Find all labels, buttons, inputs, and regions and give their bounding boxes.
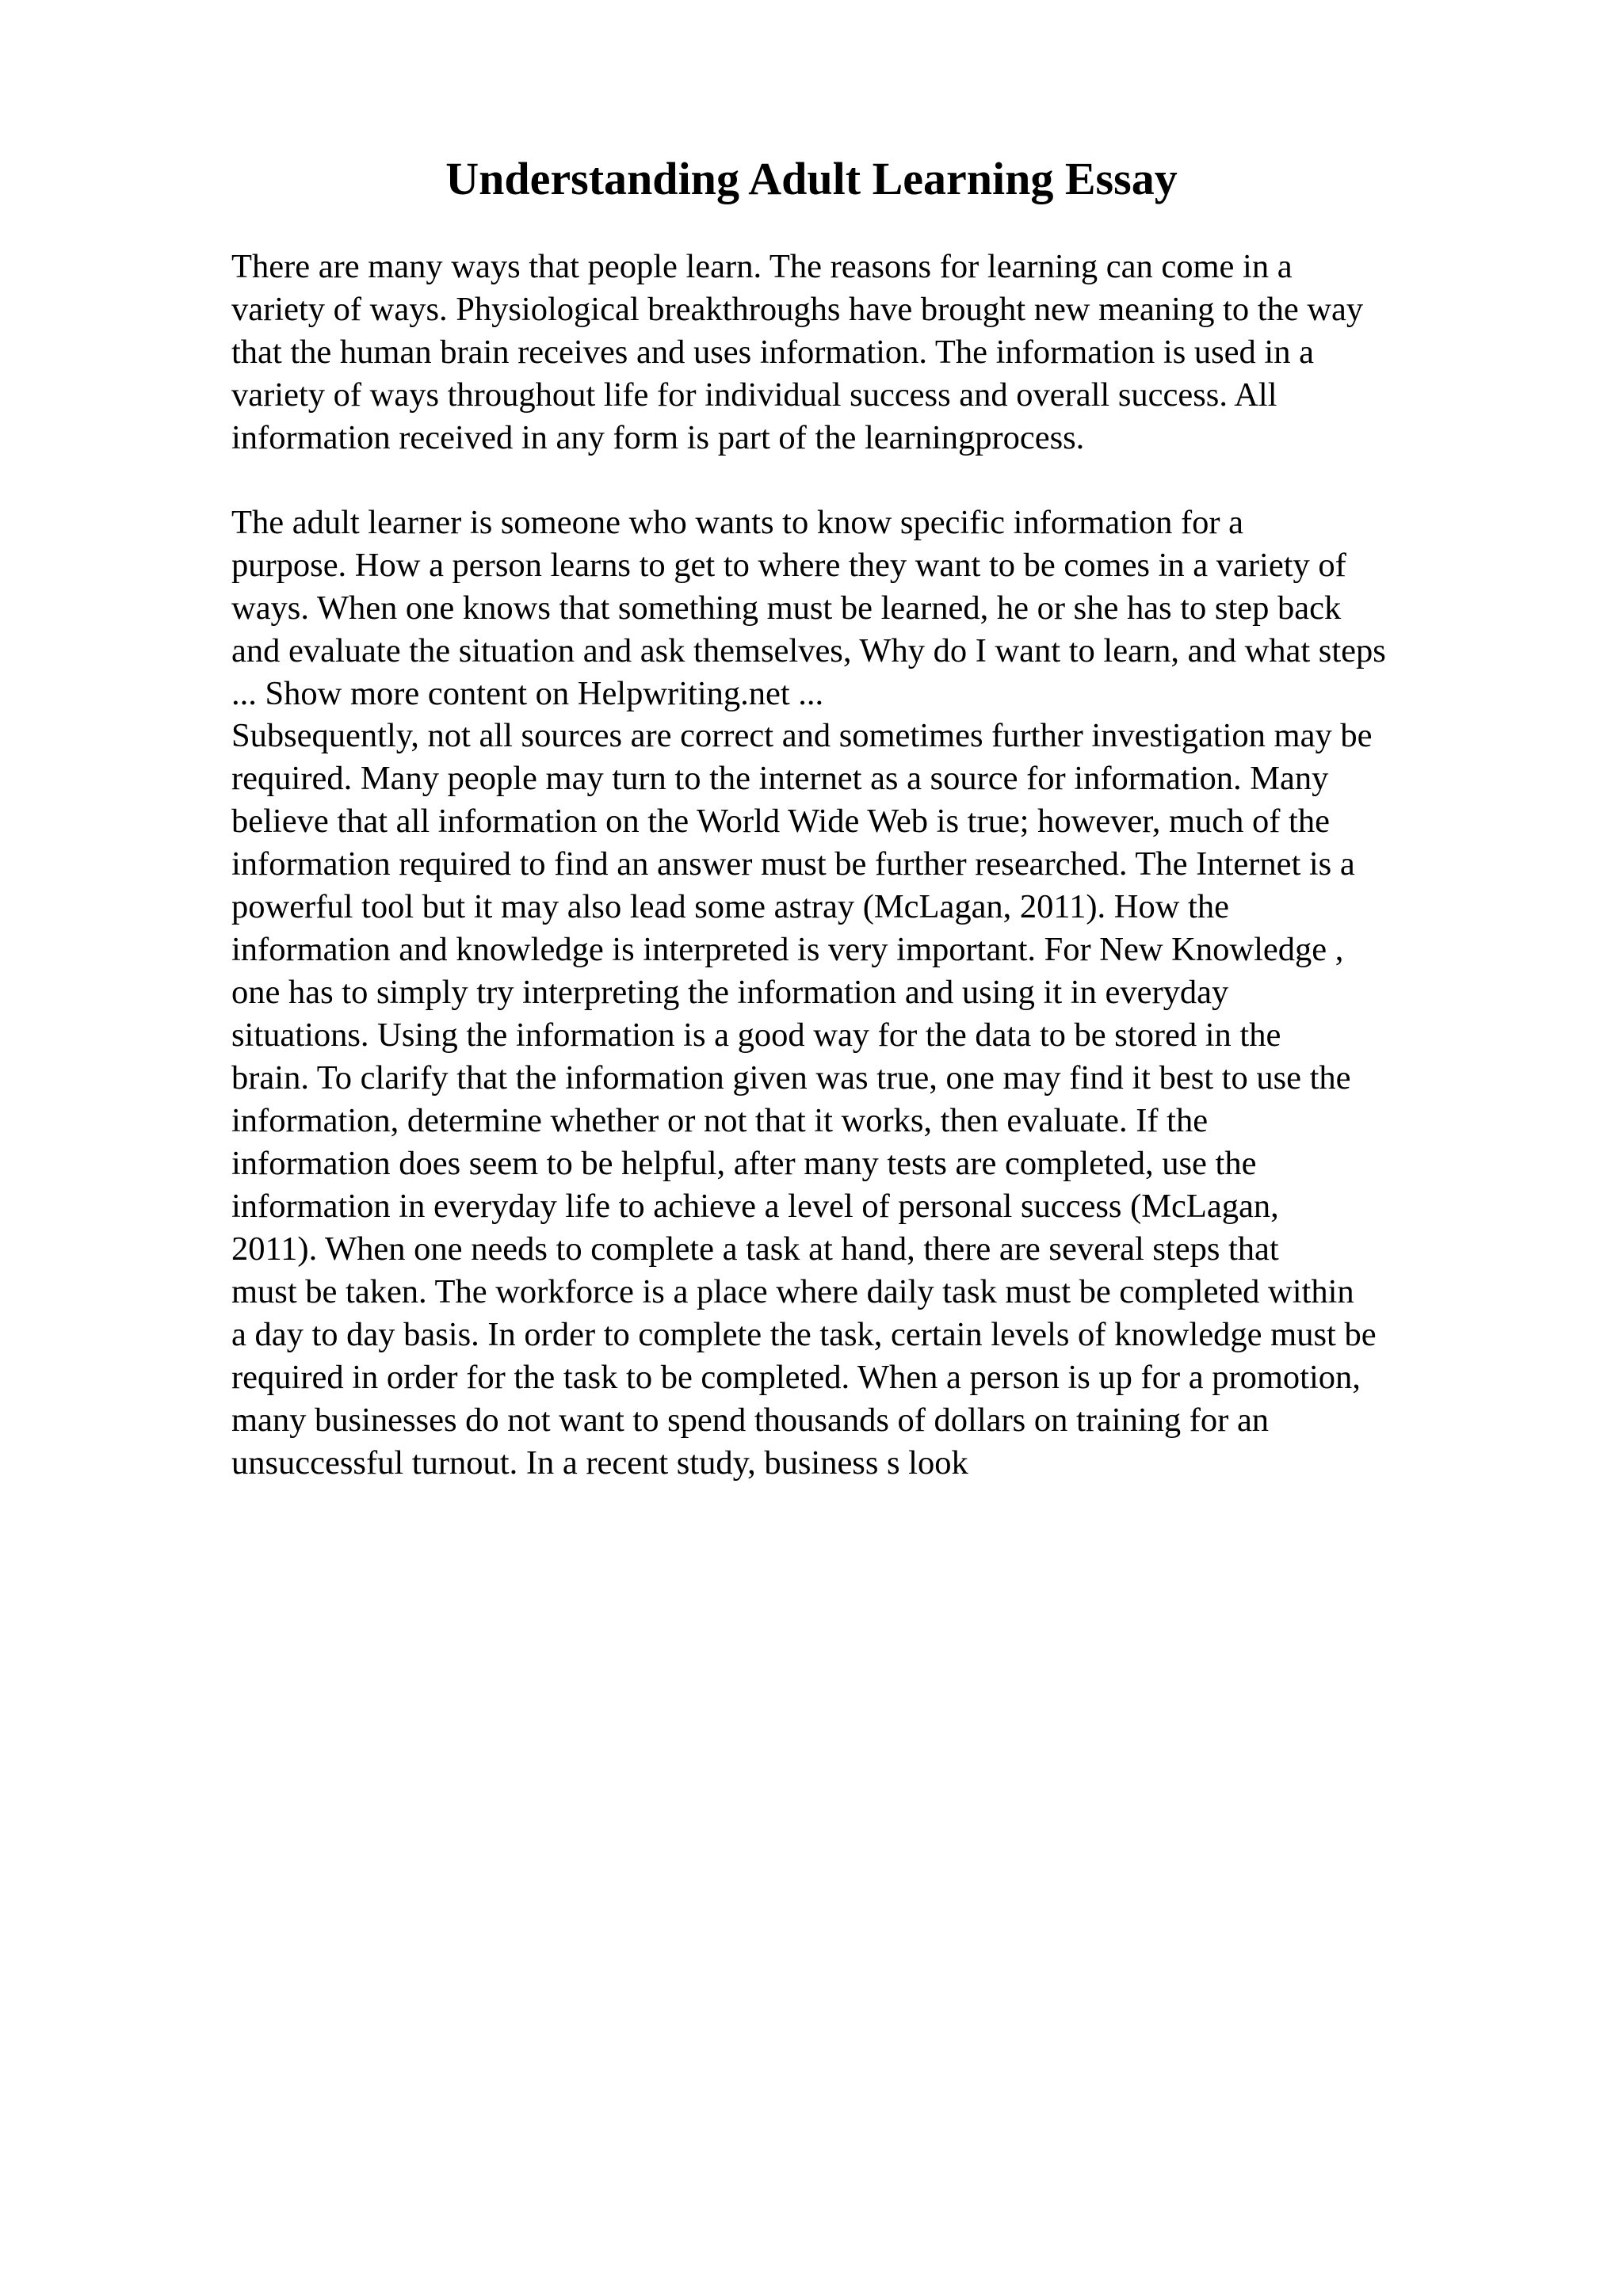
paragraph-3 [231,715,1547,1485]
paragraph-line: and evaluate the situation and ask themselves, Why do I want to learn, and what steps [231,632,1386,669]
paragraph-line: 2011). When one needs to complete a task at hand, there are several steps that [231,1230,1279,1268]
paragraph-line: that the human brain receives and uses information. The information is used in a [231,334,1314,371]
paragraph-line: must be taken. The workforce is a place where daily task must be completed within [231,1273,1354,1310]
paragraph-line: required in order for the task to be completed. When a person is up for a promotion, [231,1359,1361,1396]
paragraph-line: many businesses do not want to spend thousands of dollars on training for an [231,1402,1270,1439]
paragraph-line: information and knowledge is interpreted is very important. For New Knowledge , [231,931,1344,968]
paragraph-line: situations. Using the information is a good way for the data to be stored in the [231,1016,1281,1054]
paragraph-line: a day to day basis. In order to complete the task, certain levels of knowledge must be [231,1316,1377,1353]
paragraph-line: information received in any form is part of the learningprocess. [231,419,1085,456]
paragraph-line: required. Many people may turn to the internet as a source for information. Many [231,760,1329,797]
document-title: Understanding Adult Learning Essay [445,153,1178,204]
paragraph-line: unsuccessful turnout. In a recent study, business s look [231,1444,968,1482]
paragraph-line: purpose. How a person learns to get to where they want to be comes in a variety of [231,547,1346,584]
paragraph-line: There are many ways that people learn. The reasons for learning can come in a [231,248,1293,285]
show-more-content-line: ... Show more content on Helpwriting.net ... [231,675,824,712]
paragraph-line: variety of ways. Physiological breakthroughs have brought new meaning to the way [231,291,1364,328]
paragraph-line: information does seem to be helpful, after many tests are completed, use the [231,1145,1257,1182]
paragraph-line: information in everyday life to achieve a level of personal success (McLagan, [231,1188,1279,1225]
paragraph-line: information required to find an answer must be further researched. The Internet is a [231,845,1355,883]
paragraph-line: powerful tool but it may also lead some astray (McLagan, 2011). How the [231,888,1229,925]
paragraph-line: information, determine whether or not that it works, then evaluate. If the [231,1102,1209,1139]
paragraph-line: variety of ways throughout life for individual success and overall success. All [231,376,1277,414]
paragraph-2 [231,502,1547,715]
paragraph-line: Subsequently, not all sources are correct and sometimes further investigation may be [231,717,1373,754]
paragraph-line: The adult learner is someone who wants to know specific information for a [231,504,1243,541]
paragraph-line: ways. When one knows that something must be learned, he or she has to step back [231,589,1342,627]
paragraph-line: one has to simply try interpreting the information and using it in everyday [231,974,1229,1011]
paragraph-line: brain. To clarify that the information given was true, one may find it best to use the [231,1059,1351,1097]
paragraph-1 [231,246,1547,460]
paragraph-line: believe that all information on the World Wide Web is true; however, much of the [231,803,1330,840]
